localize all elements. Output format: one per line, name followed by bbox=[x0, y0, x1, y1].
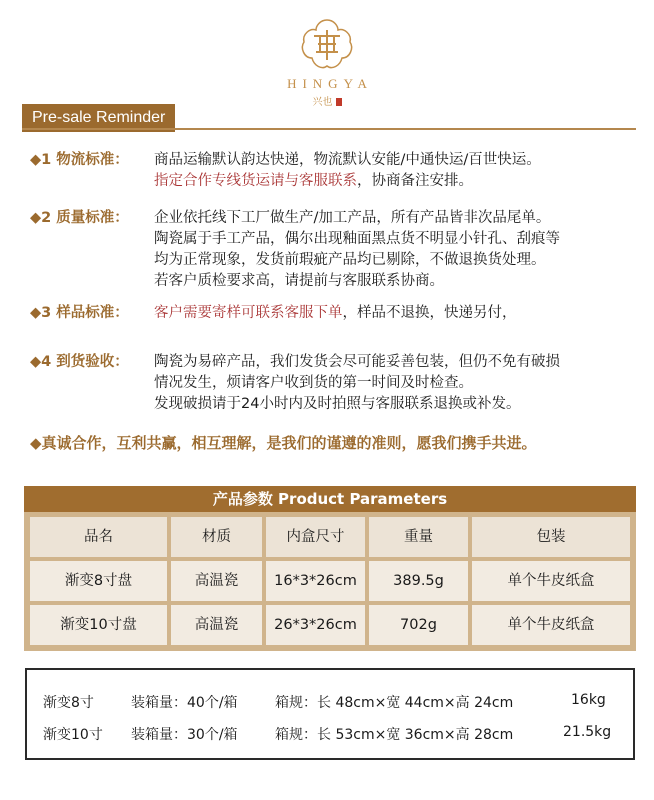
table-cell: 渐变10寸盘 bbox=[30, 605, 167, 645]
section-line: 陶瓷为易碎产品，我们发货会尽可能妥善包装，但仍不免有破损 bbox=[154, 354, 560, 370]
brand-name-cn: 兴也 bbox=[0, 93, 654, 108]
section-line: 客户需要寄样可联系客服下单，样品不退换，快递另付， bbox=[154, 305, 517, 321]
brand-name-en: HINGYA bbox=[287, 76, 373, 91]
table-title: 产品参数 Product Parameters bbox=[24, 486, 636, 512]
section-number: ◆3 样品标准： bbox=[30, 305, 129, 321]
packing-product: 渐变8寸 bbox=[43, 695, 94, 711]
table-cell: 16*3*26cm bbox=[266, 561, 365, 601]
table-header-material: 材质 bbox=[171, 517, 262, 557]
table-cell: 702g bbox=[369, 605, 468, 645]
seal-icon bbox=[336, 98, 342, 106]
product-parameters-table bbox=[24, 486, 636, 651]
logo-emblem-icon bbox=[298, 16, 356, 74]
packing-dimensions: 箱规：长 48cm×宽 44cm×高 24cm bbox=[275, 695, 514, 711]
brand-logo bbox=[0, 16, 654, 108]
section-line: 陶瓷属于手工产品，偶尔出现釉面黑点货不明显小针孔、刮痕等 bbox=[154, 231, 560, 247]
section-number: ◆4 到货验收： bbox=[30, 354, 129, 370]
table-cell: 渐变8寸盘 bbox=[30, 561, 167, 601]
table-cell: 单个牛皮纸盒 bbox=[472, 605, 630, 645]
section-line: 若客户质检要求高，请提前与客服联系协商。 bbox=[154, 273, 444, 289]
packing-quantity: 装箱量：40个/箱 bbox=[131, 695, 238, 711]
motto: ◆真诚合作，互利共赢，相互理解，是我们的谨遵的准则，愿我们携手共进。 bbox=[30, 434, 537, 452]
packing-dimensions: 箱规：长 53cm×宽 36cm×高 28cm bbox=[275, 727, 514, 743]
packing-product: 渐变10寸 bbox=[43, 727, 103, 743]
section-number: ◆2 质量标准： bbox=[30, 210, 129, 226]
section-line: 商品运输默认韵达快递，物流默认安能/中通快运/百世快运。 bbox=[154, 152, 541, 168]
packing-info-box bbox=[25, 668, 635, 760]
section-line: 均为正常现象，发货前瑕疵产品均已剔除，不做退换货处理。 bbox=[154, 252, 546, 268]
table-header-weight: 重量 bbox=[369, 517, 468, 557]
packing-quantity: 装箱量：30个/箱 bbox=[131, 727, 238, 743]
section-line: 企业依托线下工厂做生产/加工产品，所有产品皆非次品尾单。 bbox=[154, 210, 551, 226]
table-header-packaging: 包装 bbox=[472, 517, 630, 557]
presale-reminder-heading: Pre-sale Reminder bbox=[22, 104, 175, 132]
section-number: ◆1 物流标准： bbox=[30, 152, 129, 168]
table-cell: 26*3*26cm bbox=[266, 605, 365, 645]
table-cell: 高温瓷 bbox=[171, 561, 262, 601]
section-line: 指定合作专线货运请与客服联系，协商备注安排。 bbox=[154, 173, 473, 189]
section-line: 情况发生，烦请客户收到货的第一时间及时检查。 bbox=[154, 375, 473, 391]
heading-divider bbox=[22, 128, 636, 130]
table-header-name: 品名 bbox=[30, 517, 167, 557]
table-cell: 单个牛皮纸盒 bbox=[472, 561, 630, 601]
table-cell: 高温瓷 bbox=[171, 605, 262, 645]
section-line: 发现破损请于24小时内及时拍照与客服联系退换或补发。 bbox=[154, 396, 521, 412]
table-header-size: 内盒尺寸 bbox=[266, 517, 365, 557]
table-cell: 389.5g bbox=[369, 561, 468, 601]
packing-weight: 16kg bbox=[571, 692, 606, 708]
packing-weight: 21.5kg bbox=[563, 724, 612, 740]
